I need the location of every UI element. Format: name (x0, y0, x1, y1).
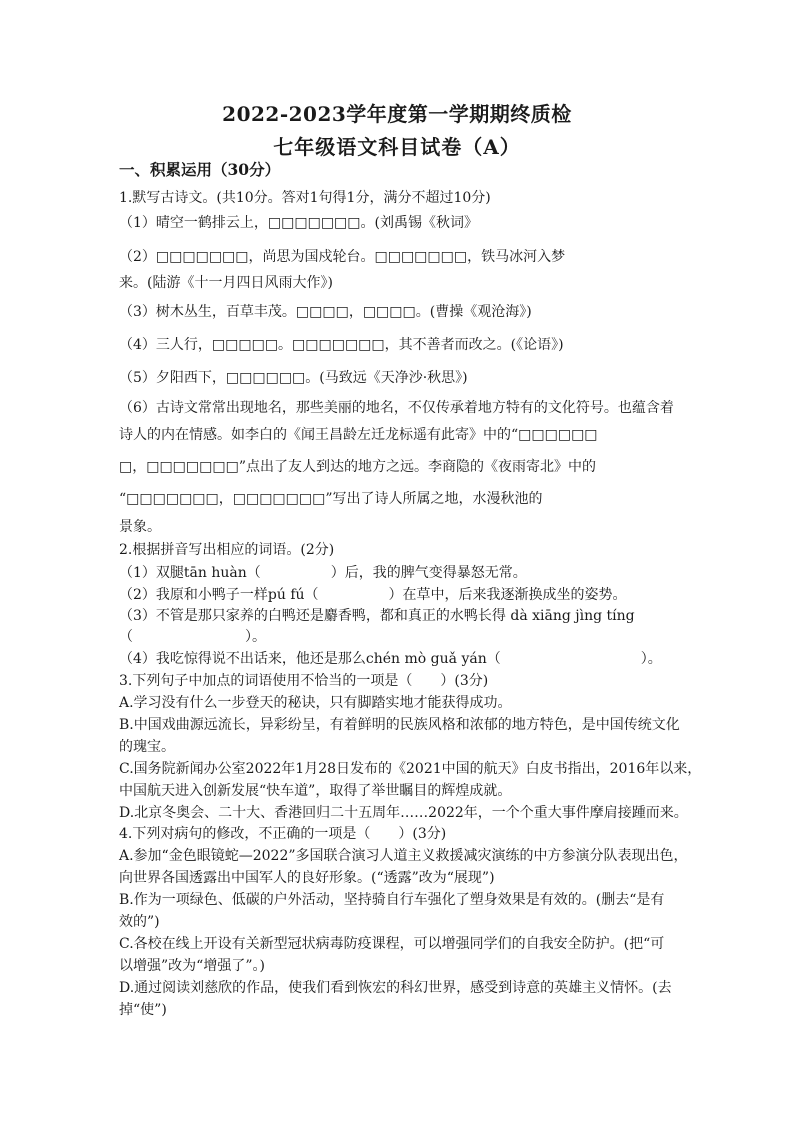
question-2-item-1: （1）双腿tān huàn（ ）后，我的脾气变得暴怒无常。 (119, 565, 527, 581)
question-4-option-d-line-1: D.通过阅读刘慈欣的作品，使我们看到恢宏的科幻世界，感受到诗意的英雄主义情怀。(去 (119, 980, 672, 996)
question-3-header: 3.下列句子中加点的词语使用不恰当的一项是（ ）(3分) (119, 673, 489, 689)
question-1-item-6-line-1: （6）古诗文常常出现地名，那些美丽的地名，不仅传承着地方特有的文化符号。也蕴含着 (119, 400, 674, 416)
question-4-option-a-line-2: 向世界各国透露出中国军人的良好形象。(“透露”改为“展现”) (119, 870, 495, 886)
question-4-header: 4.下列对病句的修改，不正确的一项是（ ）(3分) (119, 826, 447, 842)
question-1-item-6-line-2: 诗人的内在情感。如李白的《闻王昌龄左迁龙标遥有此寄》中的“□□□□□□ (119, 427, 598, 443)
question-2-header: 2.根据拼音写出相应的词语。(2分) (119, 542, 335, 558)
question-1-item-5: （5）夕阳西下，□□□□□□。(马致远《天净沙·秋思》) (119, 370, 468, 386)
question-3-option-c-line-1: C.国务院新闻办公室2022年1月28日发布的《2021中国的航天》白皮书指出，2016年以来， (119, 761, 702, 777)
question-1-item-2-line-2: 来。(陆游《十一月四日风雨大作》) (119, 275, 333, 291)
question-1-item-2-line-1: （2）□□□□□□□，尚思为国戍轮台。□□□□□□□，铁马冰河入梦 (119, 249, 566, 265)
section-heading: 一、积累运用（30分） (119, 160, 281, 179)
question-1-item-3: （3）树木丛生，百草丰茂。□□□□，□□□□。(曹操《观沧海》) (119, 304, 532, 320)
question-1-item-1: （1）晴空一鹤排云上，□□□□□□□。(刘禹锡《秋词》 (119, 215, 478, 231)
question-2-item-2: （2）我原和小鸭子一样pú fú（ ）在草中，后来我逐渐换成坐的姿势。 (119, 587, 627, 603)
question-1-item-6-line-5: 景象。 (119, 519, 161, 535)
question-2-item-4: （4）我吃惊得说不出话来，他还是那么chén mò guǎ yán（ ）。 (119, 651, 662, 667)
question-1-item-6-line-3: □，□□□□□□□”点出了友人到达的地方之远。李商隐的《夜雨寄北》中的 (119, 459, 596, 475)
question-4-option-a-line-1: A.参加“金色眼镜蛇—2022”多国联合演习人道主义救援减灾演练的中方参演分队表现出色， (119, 848, 688, 864)
question-4-option-d-line-2: 掉“使”) (119, 1002, 167, 1018)
question-4-option-c-line-1: C.各校在线上开设有关新型冠状病毒防疫课程，可以增强同学们的自我安全防护。(把“可 (119, 936, 665, 952)
question-2-item-3-line-1: （3）不管是那只家养的白鸭还是麝香鸭，都和真正的水鸭长得 dà xiāng jìng tíng (119, 608, 635, 624)
question-2-item-3-line-2: （ ）。 (119, 629, 266, 645)
question-3-option-a: A.学习没有什么一步登天的秘诀，只有脚踏实地才能获得成功。 (119, 695, 512, 711)
question-1-item-4: （4）三人行，□□□□□。□□□□□□□，其不善者而改之。(《论语》) (119, 337, 564, 353)
question-4-option-b-line-1: B.作为一项绿色、低碳的户外活动，坚持骑自行车强化了塑身效果是有效的。(删去“是有 (119, 892, 665, 908)
question-4-option-c-line-2: 以增强”改为“增强了”。) (119, 958, 265, 974)
question-3-option-d: D.北京冬奥会、二十大、香港回归二十五周年……2022年，一个个重大事件摩肩接踵而来。 (119, 805, 688, 821)
question-1-header: 1.默写古诗文。(共10分。答对1句得1分，满分不超过10分) (119, 190, 491, 206)
exam-subtitle: 七年级语文科目试卷（A） (273, 135, 521, 159)
question-1-item-6-line-4: “□□□□□□□，□□□□□□□”写出了诗人所属之地，水漫秋池的 (119, 491, 543, 507)
question-3-option-b-line-1: B.中国戏曲源远流长，异彩纷呈，有着鲜明的民族风格和浓郁的地方特色，是中国传统文化 (119, 717, 680, 733)
question-4-option-b-line-2: 效的”) (119, 914, 160, 930)
exam-title: 2022-2023学年度第一学期期终质检 (222, 102, 572, 126)
question-3-option-c-line-2: 中国航天进入创新发展“快车道”，取得了举世瞩目的辉煌成就。 (119, 783, 512, 799)
question-3-option-b-line-2: 的瑰宝。 (119, 739, 175, 755)
